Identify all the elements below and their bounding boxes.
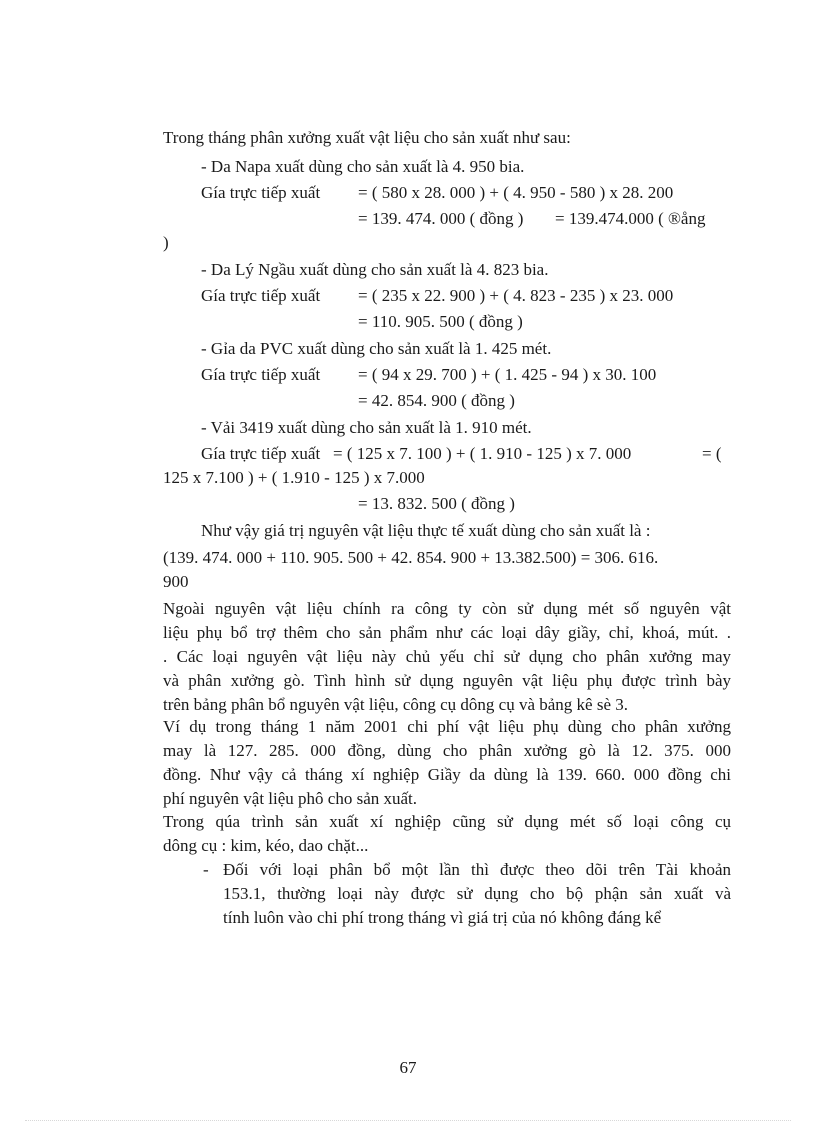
formula-result: = 13. 832. 500 ( đồng ) (358, 494, 515, 513)
paragraph-line: Ví dụ trong tháng 1 năm 2001 chi phí vật liệu phụ dùng cho phân xưởng (163, 717, 731, 736)
paragraph-line: Trong qúa trình sản xuất xí nghiệp cũng sử dụng mét số loại công cụ (163, 812, 731, 831)
formula-label: Gía trực tiếp xuất (201, 286, 321, 305)
intro-line: Trong tháng phân xưởng xuất vật liệu cho sản xuất như sau: (163, 128, 571, 147)
footer-divider (25, 1120, 791, 1121)
item-heading: - Da Napa xuất dùng cho sản xuất là 4. 950 bia. (201, 157, 525, 176)
formula-expression-tail: = ( (702, 444, 722, 463)
formula-extra-wrap: ) (163, 233, 169, 252)
paragraph-line: dông cụ : kim, kéo, dao chặt... (163, 836, 369, 855)
formula-result: = 42. 854. 900 ( đồng ) (358, 391, 515, 410)
paragraph-line: Ngoài nguyên vật liệu chính ra công ty còn sử dụng mét số nguyên vật (163, 599, 731, 618)
page-number: 67 (399, 1058, 417, 1077)
formula-expression: = ( 235 x 22. 900 ) + ( 4. 823 - 235 ) x 23. 000 (358, 286, 674, 305)
formula-expression-cont: 125 x 7.100 ) + ( 1.910 - 125 ) x 7.000 (163, 468, 425, 487)
formula-expression: = ( 580 x 28. 000 ) + ( 4. 950 - 580 ) x 28. 200 (358, 183, 674, 202)
summary-sum: (139. 474. 000 + 110. 905. 500 + 42. 854. 900 + 13.382.500) = 306. 616. (163, 548, 659, 567)
paragraph-line: đồng. Như vậy cả tháng xí nghiệp Giầy da dùng là 139. 660. 000 đồng chi (163, 765, 731, 784)
bullet-marker: - (203, 860, 209, 879)
paragraph-line: . Các loại nguyên vật liệu này chủ yếu chỉ sử dụng cho phân xưởng may (163, 647, 731, 666)
item-heading: - Da Lý Ngầu xuất dùng cho sản xuất là 4. 823 bia. (201, 260, 549, 279)
paragraph-line: và phân xưởng gò. Tình hình sử dụng nguyên vật liệu phụ được trình bày (163, 671, 731, 690)
formula-label: Gía trực tiếp xuất (201, 444, 321, 463)
paragraph-line: phí nguyên vật liệu phô cho sản xuất. (163, 789, 418, 808)
paragraph-line: trên bảng phân bổ nguyên vật liệu, công cụ dông cụ và bảng kê sè 3. (163, 695, 629, 714)
formula-expression: = ( 125 x 7. 100 ) + ( 1. 910 - 125 ) x 7. 000 (333, 444, 632, 463)
formula-extra: = 139.474.000 ( ®ång (555, 209, 706, 228)
bullet-line: Đối với loại phân bổ một lần thì được theo dõi trên Tài khoản (223, 860, 731, 879)
paragraph-line: may là 127. 285. 000 đồng, dùng cho phân xưởng gò là 12. 375. 000 (163, 741, 731, 760)
summary-sum-wrap: 900 (163, 572, 189, 591)
item-heading: - Gỉa da PVC xuất dùng cho sản xuất là 1. 425 mét. (201, 339, 552, 358)
paragraph-line: liệu phụ bổ trợ thêm cho sản phẩm như các loại dây giầy, chỉ, khoá, mút. . (163, 623, 731, 642)
formula-result: = 110. 905. 500 ( đồng ) (358, 312, 523, 331)
summary-line: Như vậy giá trị nguyên vật liệu thực tế xuất dùng cho sản xuất là : (201, 521, 651, 540)
item-heading: - Vải 3419 xuất dùng cho sản xuất là 1. 910 mét. (201, 418, 532, 437)
formula-label: Gía trực tiếp xuất (201, 365, 321, 384)
bullet-line: 153.1, thường loại này được sử dụng cho bộ phận sản xuất và (223, 884, 731, 903)
formula-result: = 139. 474. 000 ( đồng ) (358, 209, 524, 228)
bullet-line: tính luôn vào chi phí trong tháng vì giá trị của nó không đáng kể (223, 908, 662, 927)
formula-label: Gía trực tiếp xuất (201, 183, 321, 202)
formula-expression: = ( 94 x 29. 700 ) + ( 1. 425 - 94 ) x 30. 100 (358, 365, 657, 384)
